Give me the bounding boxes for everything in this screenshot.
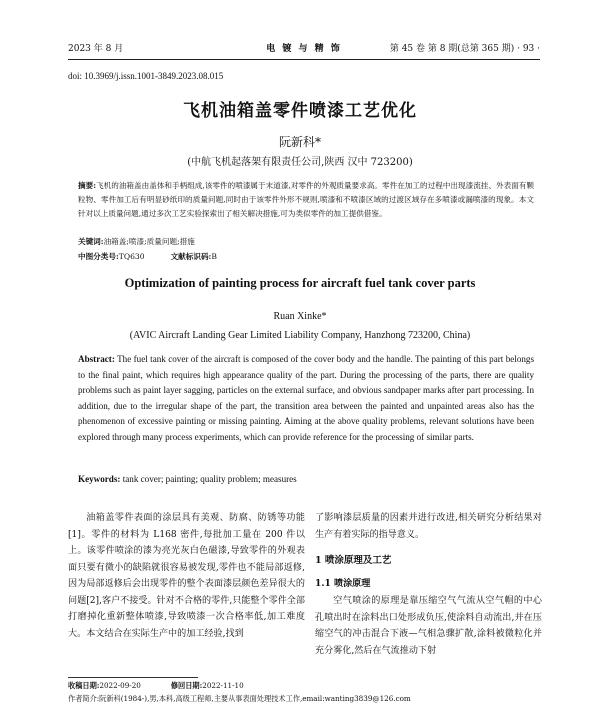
doc-code: B — [211, 252, 217, 261]
keywords-english-text: tank cover; painting; quality problem; measures — [122, 474, 297, 484]
body-right-paragraph-continued: 了影响漆层质量的因素并进行改进,相关研究分析结果对生产有着实际的指导意义。 — [315, 513, 542, 540]
running-header — [68, 41, 540, 57]
header-rule — [68, 59, 540, 60]
abstract-chinese-text: 飞机的油箱盖由盖体和手柄组成,该零件的喷漆属于末道漆,对零件的外观质量要求高。零件在加工的过程中出现漆流挂、外表面有颗粒物、零件加工后有明显砂纸印的质量问题,同时由于该零件外形不规则,喷漆和不喷漆区域的过渡区域存在多喷漆或漏喷漆的现象。本文针对以上质量问题,通过多次工艺实验探索出了相关解决措施,可为类似零件的加工提供借鉴。 — [78, 181, 534, 218]
section-heading-1: 1 喷涂原理及工艺 — [315, 555, 392, 566]
revised-date: 2022-11-10 — [202, 681, 244, 690]
abstract-chinese — [78, 179, 534, 220]
header-date: 2023 年 8 月 — [68, 44, 124, 54]
header-journal-name: 电 镀 与 精 饰 — [266, 44, 342, 54]
received-label: 收稿日期: — [68, 681, 100, 690]
title-chinese: 飞机油箱盖零件喷漆工艺优化 — [183, 101, 417, 121]
keywords-chinese-label: 关键词: — [78, 237, 104, 246]
classification-chinese — [78, 251, 217, 262]
title-english: Optimization of painting process for aircraft fuel tank cover parts — [124, 276, 476, 290]
abstract-english — [78, 352, 534, 445]
abstract-english-label: Abstract: — [78, 354, 115, 364]
received-date: 2022-09-20 — [99, 681, 141, 690]
keywords-chinese-text: 油箱盖;喷漆;质量问题;措施 — [103, 237, 195, 246]
keywords-english-label: Keywords: — [78, 474, 121, 484]
author-english: Ruan Xinke* — [273, 311, 327, 322]
clc-label: 中图分类号: — [78, 252, 119, 261]
keywords-chinese — [78, 236, 195, 247]
footnote-dates — [68, 681, 244, 691]
affiliation-chinese: (中航飞机起落架有限责任公司,陕西 汉中 723200) — [187, 157, 413, 168]
abstract-english-text: The fuel tank cover of the aircraft is composed of the cover body and the handle. The painting of this part belongs to the final paint, which requires high appearance quality of the part. During the processing of the parts, there are quality problems such as paint layer sagging, particles on the external surface, and obvious sandpaper marks after part processing. In addition, due to the irregular shape of the part, the transition area between the painted and unpainted areas also has the phenomenon of excessive painting or missing painting. Aiming at the above quality problems, relevant solutions have been explored through many process experiments, which can provide reference for the processing of similar parts. — [78, 354, 535, 442]
author-chinese: 阮新科* — [278, 135, 321, 149]
body-left-paragraph: 油箱盖零件表面的涂层具有美观、防腐、防锈等功能[1]。零件的材料为 L168 密件,每批加工量在 200 件以上。该零件喷涂的漆为亮光灰白色磁漆,导致零件的外观表面只要有微小的缺陷就很容易被发现,零件也不能局部返修,因为局部返修后会出现零件的整个表面漆层颜色差异很大的问题[2],客户不接受。针对不合格的零件,只能整个零件全部打磨掉化重新整体喷漆,导致喷漆一次合格率低,加工难度大。本文结合在实际生产中的加工经验,找到 — [68, 513, 305, 639]
keywords-english — [78, 474, 297, 484]
clc-number: TQ630 — [118, 252, 145, 261]
footnote-rule — [68, 677, 198, 678]
body-right-paragraph-spraying: 空气喷涂的原理是靠压缩空气气流从空气帽的中心孔喷出时在涂料出口处形成负压,使涂料自动流出,并在压缩空气的冲击混合下液—气相急骤扩散,涂料被微粒化并充分雾化,然后在气流推动下射 — [315, 596, 542, 656]
section-heading-1-1: 1.1 喷涂原理 — [315, 578, 371, 589]
header-volume-page: 第 45 卷 第 8 期(总第 365 期) · 93 · — [389, 44, 540, 54]
revised-label: 修回日期: — [170, 681, 203, 690]
affiliation-english: (AVIC Aircraft Landing Gear Limited Liability Company, Hanzhong 723200, China) — [129, 330, 471, 341]
doc-code-label: 文献标识码: — [170, 252, 212, 261]
abstract-chinese-label: 摘要: — [78, 181, 97, 190]
footnote-author-info: 作者简介:阮新科(1984-),男,本科,高级工程师,主要从事表面处理技术工作,email:wanting3839@126.com — [68, 694, 411, 703]
doi: doi: 10.3969/j.issn.1001-3849.2023.08.015 — [68, 71, 224, 81]
